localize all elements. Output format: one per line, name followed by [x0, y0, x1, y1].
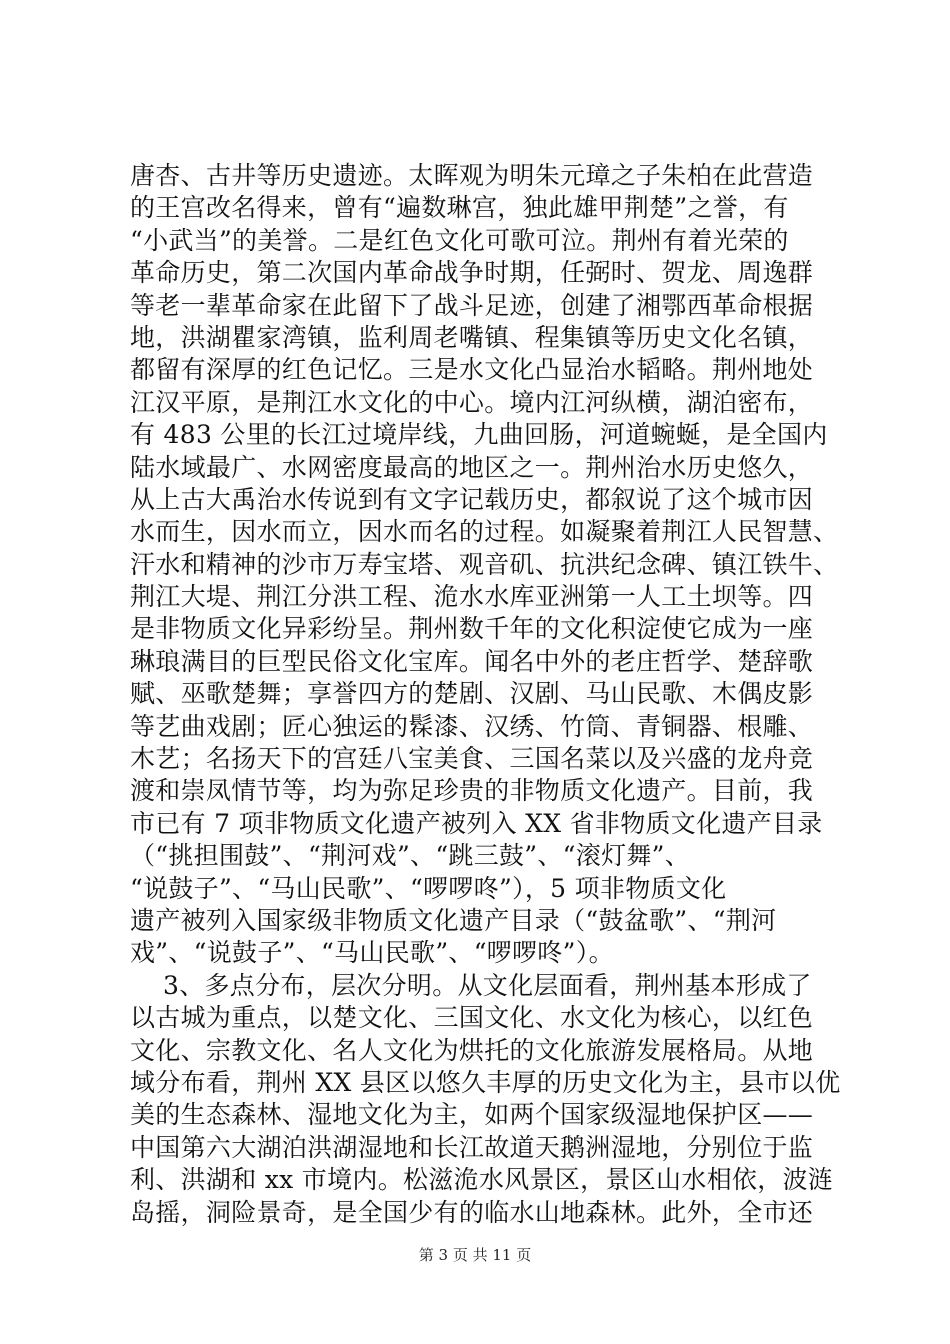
text-line: 汗水和精神的沙市万寿宝塔、观音矶、抗洪纪念碑、镇江铁牛、 — [130, 549, 839, 579]
text-line: 革命历史，第二次国内革命战争时期，任弼时、贺龙、周逸群 — [130, 258, 814, 288]
text-line: 市已有 7 项非物质文化遗产被列入 XX 省非物质文化遗产目录 — [130, 808, 823, 838]
text-line: 3、多点分布，层次分明。从文化层面看，荆州基本形成了 — [130, 970, 812, 1000]
text-line: 等艺曲戏剧；匠心独运的髹漆、汉绣、竹筒、青铜器、根雕、 — [130, 711, 814, 741]
text-line: 有 483 公里的长江过境岸线，九曲回肠，河道蜿蜒，是全国内 — [130, 420, 828, 450]
text-line: 赋、巫歌楚舞；享誉四方的楚剧、汉剧、马山民歌、木偶皮影 — [130, 679, 814, 709]
text-line: 文化、宗教文化、名人文化为烘托的文化旅游发展格局。从地 — [130, 1035, 814, 1065]
text-line: 从上古大禹治水传说到有文字记载历史，都叙说了这个城市因 — [130, 484, 814, 514]
text-line: 岛摇，洞险景奇，是全国少有的临水山地森林。此外，全市还 — [130, 1197, 814, 1227]
text-line: 美的生态森林、湿地文化为主，如两个国家级湿地保护区—— — [130, 1100, 814, 1130]
body-text — [130, 160, 841, 1229]
text-line: 都留有深厚的红色记忆。三是水文化凸显治水韬略。荆州地处 — [130, 355, 814, 385]
text-line: 利、洪湖和 xx 市境内。松滋洈水风景区，景区山水相依，波涟 — [130, 1165, 834, 1195]
text-line: 唐杏、古井等历史遗迹。太晖观为明朱元璋之子朱柏在此营造 — [130, 161, 814, 190]
text-line: 以古城为重点，以楚文化、三国文化、水文化为核心，以红色 — [130, 1003, 814, 1033]
text-line: 木艺；名扬天下的宫廷八宝美食、三国名菜以及兴盛的龙舟竞 — [130, 744, 814, 774]
text-line: “说鼓子”、“马山民歌”、“啰啰咚”），5 项非物质文化 — [130, 873, 727, 903]
text-line: 水而生，因水而立，因水而名的过程。如凝聚着荆江人民智慧、 — [130, 517, 839, 547]
text-line: 琳琅满目的巨型民俗文化宝库。闻名中外的老庄哲学、楚辞歌 — [130, 646, 814, 676]
text-line: 是非物质文化异彩纷呈。荆州数千年的文化积淀使它成为一座 — [130, 614, 814, 644]
text-line: 等老一辈革命家在此留下了战斗足迹，创建了湘鄂西革命根据 — [130, 290, 814, 320]
text-line: 江汉平原，是荆江水文化的中心。境内江河纵横，湖泊密布， — [130, 387, 814, 417]
text-line: 渡和崇凤情节等，均为弥足珍贵的非物质文化遗产。目前，我 — [130, 776, 814, 806]
text-line: 域分布看，荆州 XX 县区以悠久丰厚的历史文化为主，县市以优 — [130, 1067, 841, 1097]
text-line: 荆江大堤、荆江分洪工程、洈水水库亚洲第一人工土坝等。四 — [130, 582, 814, 612]
page-footer: 第 3 页 共 11 页 — [418, 1246, 532, 1264]
text-line: 遗产被列入国家级非物质文化遗产目录（“鼓盆歌”、“荆河 — [130, 905, 777, 935]
text-line: 中国第六大湖泊洪湖湿地和长江故道天鹅洲湿地，分别位于监 — [130, 1132, 814, 1162]
text-line: 的王宫改名得来，曾有“遍数琳宫，独此雄甲荆楚”之誉，有 — [130, 193, 789, 223]
text-line: （“挑担围鼓”、“荆河戏”、“跳三鼓”、“滚灯舞”、 — [130, 841, 691, 871]
text-line: 陆水域最广、水网密度最高的地区之一。荆州治水历史悠久， — [130, 452, 814, 482]
text-line: “小武当”的美誉。二是红色文化可歌可泣。荆州有着光荣的 — [130, 225, 789, 255]
text-line: 地，洪湖瞿家湾镇，监利周老嘴镇、程集镇等历史文化名镇， — [130, 322, 814, 352]
text-line: 戏”、“说鼓子”、“马山民歌”、“啰啰咚”）。 — [130, 938, 614, 968]
